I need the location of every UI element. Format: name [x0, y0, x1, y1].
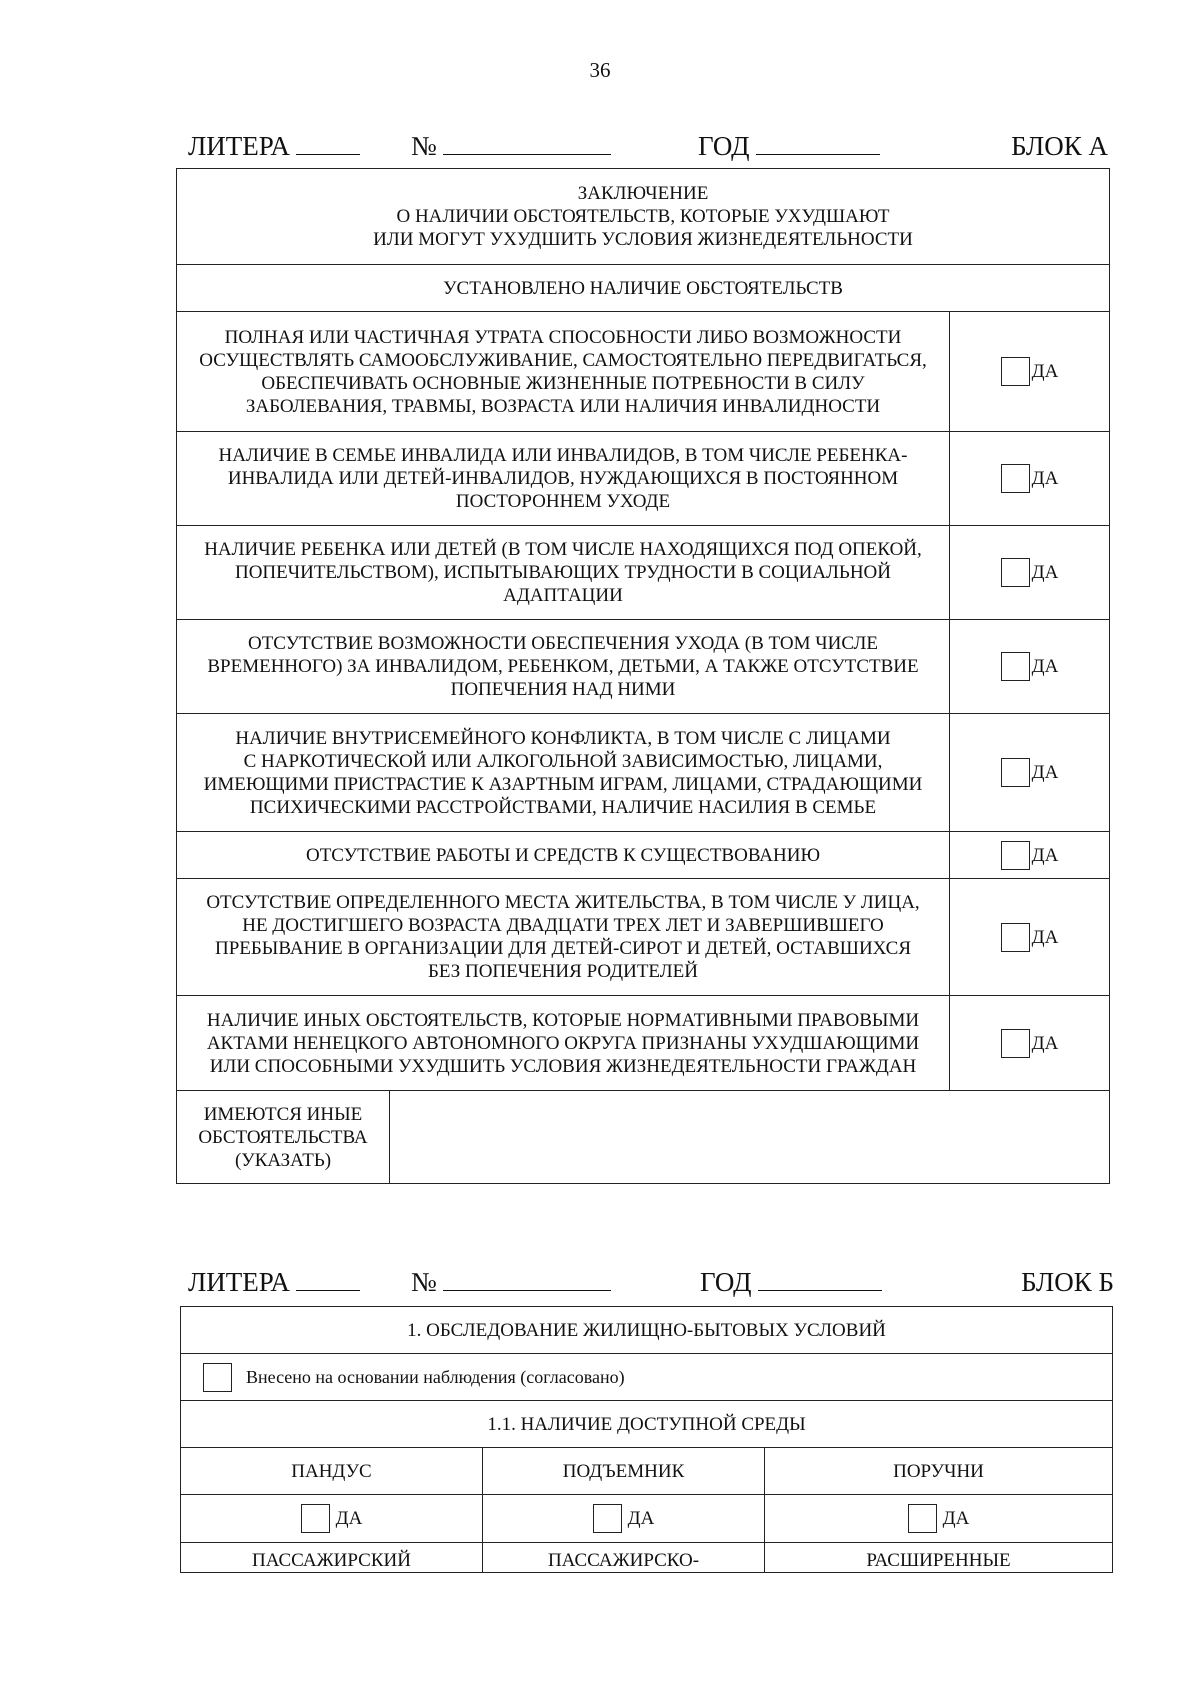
yes-label: ДА — [1031, 656, 1059, 677]
litera-blank[interactable] — [296, 132, 360, 155]
year-field[interactable] — [700, 1267, 882, 1298]
yes-checkbox[interactable] — [301, 1504, 330, 1533]
block-a-table — [176, 168, 1110, 1184]
yes-option[interactable] — [950, 526, 1110, 620]
column-header: ПАССАЖИРСКО- — [483, 1543, 765, 1573]
yes-checkbox[interactable] — [593, 1504, 622, 1533]
number-blank[interactable] — [443, 1268, 611, 1291]
yes-checkbox[interactable] — [1001, 841, 1030, 870]
yes-option[interactable] — [950, 312, 1110, 432]
text-line: (УКАЗАТЬ) — [234, 1149, 332, 1171]
observation-checkbox[interactable] — [203, 1363, 232, 1392]
text-line: ИНВАЛИДА ИЛИ ДЕТЕЙ-ИНВАЛИДОВ, НУЖДАЮЩИХСЯ В ПОСТОЯННОМ — [227, 468, 899, 489]
column-header: ПАССАЖИРСКИЙ — [181, 1543, 483, 1573]
yes-checkbox[interactable] — [908, 1504, 937, 1533]
yes-checkbox[interactable] — [1001, 758, 1030, 787]
yes-checkbox[interactable] — [1001, 464, 1030, 493]
litera-field[interactable] — [188, 131, 360, 162]
text-line: ПОСТОРОННЕМ УХОДЕ — [455, 491, 671, 512]
yes-option[interactable] — [950, 996, 1110, 1091]
text-line: ПОПЕЧЕНИЯ НАД НИМИ — [450, 679, 676, 700]
year-blank[interactable] — [758, 1268, 882, 1291]
text-line: НЕ ДОСТИГШЕГО ВОЗРАСТА ДВАДЦАТИ ТРЕХ ЛЕТ И ЗАВЕРШИВШЕГО — [242, 915, 884, 936]
yes-option[interactable] — [950, 620, 1110, 714]
yes-option[interactable] — [950, 714, 1110, 832]
yes-checkbox[interactable] — [1001, 357, 1030, 386]
text-line: БЕЗ ПОПЕЧЕНИЯ РОДИТЕЛЕЙ — [427, 961, 699, 982]
text-line: ЗАБОЛЕВАНИЯ, ТРАВМЫ, ВОЗРАСТА ИЛИ НАЛИЧИЯ ИНВАЛИДНОСТИ — [245, 395, 881, 417]
title-line: ИЛИ МОГУТ УХУДШИТЬ УСЛОВИЯ ЖИЗНЕДЕЯТЕЛЬНОСТИ — [373, 229, 913, 250]
block-label: БЛОК Б — [1021, 1267, 1114, 1297]
text-line: АКТАМИ НЕНЕЦКОГО АВТОНОМНОГО ОКРУГА ПРИЗНАНЫ УХУДШАЮЩИМИ — [206, 1032, 920, 1054]
litera-field[interactable] — [188, 1267, 360, 1298]
circumstance-text — [177, 432, 950, 526]
year-label: ГОД — [698, 131, 750, 161]
text-line: НАЛИЧИЕ ВНУТРИСЕМЕЙНОГО КОНФЛИКТА, В ТОМ ЧИСЛЕ С ЛИЦАМИ — [235, 727, 891, 749]
other-label — [177, 1091, 390, 1184]
text-line: АДАПТАЦИИ — [503, 585, 623, 606]
column-header: РАСШИРЕННЫЕ — [765, 1543, 1113, 1573]
year-label: ГОД — [700, 1267, 752, 1297]
text-line: ВРЕМЕННОГО) ЗА ИНВАЛИДОМ, РЕБЕНКОМ, ДЕТЬМИ, А ТАКЖЕ ОТСУТСТВИЕ — [207, 656, 919, 677]
number-label: № — [411, 1267, 437, 1297]
text-line: ПСИХИЧЕСКИМИ РАССТРОЙСТВАМИ, НАЛИЧИЕ НАСИЛИЯ В СЕМЬЕ — [249, 796, 877, 818]
yes-option[interactable] — [181, 1495, 483, 1543]
yes-label: ДА — [1031, 1032, 1059, 1054]
text-line: С НАРКОТИЧЕСКОЙ ИЛИ АЛКОГОЛЬНОЙ ЗАВИСИМОСТЬЮ, ЛИЦАМИ, — [243, 750, 883, 772]
text-line: ОТСУТСТВИЕ ВОЗМОЖНОСТИ ОБЕСПЕЧЕНИЯ УХОДА (В ТОМ ЧИСЛЕ — [247, 633, 879, 654]
observation-label: Внесено на основании наблюдения (согласовано) — [246, 1366, 625, 1387]
yes-option[interactable] — [765, 1495, 1113, 1543]
litera-blank[interactable] — [296, 1268, 360, 1291]
text-line: ИМЕЮЩИМИ ПРИСТРАСТИЕ К АЗАРТНЫМ ИГРАМ, ЛИЦАМИ, СТРАДАЮЩИМИ — [203, 773, 923, 795]
circumstance-text — [177, 879, 950, 996]
text-line: НАЛИЧИЕ РЕБЕНКА ИЛИ ДЕТЕЙ (В ТОМ ЧИСЛЕ НАХОДЯЩИХСЯ ПОД ОПЕКОЙ, — [204, 539, 922, 560]
column-header: ПОРУЧНИ — [765, 1448, 1113, 1495]
column-header: ПАНДУС — [181, 1448, 483, 1495]
circumstance-text — [177, 996, 950, 1091]
yes-option[interactable] — [950, 879, 1110, 996]
observation-option[interactable] — [181, 1354, 1113, 1401]
text-line: ОБСТОЯТЕЛЬСТВА — [198, 1126, 368, 1148]
text-line: ИМЕЮТСЯ ИНЫЕ — [203, 1103, 363, 1125]
text-line: НАЛИЧИЕ В СЕМЬЕ ИНВАЛИДА ИЛИ ИНВАЛИДОВ, В ТОМ ЧИСЛЕ РЕБЕНКА- — [218, 445, 908, 466]
block-label: БЛОК А — [1011, 131, 1108, 161]
circumstance-text — [177, 312, 950, 432]
yes-label: ДА — [1031, 844, 1059, 866]
year-blank[interactable] — [756, 132, 880, 155]
yes-checkbox[interactable] — [1001, 1029, 1030, 1058]
text-line: ОБЕСПЕЧИВАТЬ ОСНОВНЫЕ ЖИЗНЕННЫЕ ПОТРЕБНОСТИ В СИЛУ — [261, 372, 865, 394]
year-field[interactable] — [698, 131, 880, 162]
yes-label: ДА — [1031, 468, 1059, 489]
yes-option[interactable] — [950, 832, 1110, 879]
yes-label: ДА — [1031, 926, 1059, 948]
section-heading: 1. ОБСЛЕДОВАНИЕ ЖИЛИЩНО-БЫТОВЫХ УСЛОВИЙ — [181, 1307, 1113, 1354]
circumstance-text — [177, 620, 950, 714]
yes-label: ДА — [1031, 562, 1059, 583]
text-line: ПОЛНАЯ ИЛИ ЧАСТИЧНАЯ УТРАТА СПОСОБНОСТИ ЛИБО ВОЗМОЖНОСТИ — [224, 326, 902, 348]
subsection-heading: 1.1. НАЛИЧИЕ ДОСТУПНОЙ СРЕДЫ — [181, 1401, 1113, 1448]
yes-checkbox[interactable] — [1001, 652, 1030, 681]
title-line: ЗАКЛЮЧЕНИЕ — [577, 183, 709, 204]
number-field[interactable] — [411, 131, 611, 162]
text-line: ПОПЕЧИТЕЛЬСТВОМ), ИСПЫТЫВАЮЩИХ ТРУДНОСТИ В СОЦИАЛЬНОЙ — [234, 562, 892, 583]
yes-label: ДА — [335, 1508, 363, 1529]
number-label: № — [411, 131, 437, 161]
litera-label: ЛИТЕРА — [188, 131, 290, 161]
circumstance-text — [177, 714, 950, 832]
page-number: 36 — [589, 58, 611, 82]
circumstance-text — [177, 832, 950, 879]
column-header: ПОДЪЕМНИК — [483, 1448, 765, 1495]
number-field[interactable] — [411, 1267, 611, 1298]
title-line: О НАЛИЧИИ ОБСТОЯТЕЛЬСТВ, КОТОРЫЕ УХУДШАЮТ — [396, 206, 890, 227]
block-a-header — [188, 122, 1108, 162]
block-b-table — [180, 1306, 1113, 1573]
text-line: ОСУЩЕСТВЛЯТЬ САМООБСЛУЖИВАНИЕ, САМОСТОЯТЕЛЬНО ПЕРЕДВИГАТЬСЯ, — [199, 349, 927, 371]
yes-label: ДА — [1031, 762, 1059, 783]
yes-label: ДА — [1031, 361, 1059, 382]
litera-label: ЛИТЕРА — [188, 1267, 290, 1297]
block-b-header — [188, 1258, 1114, 1298]
yes-label: ДА — [627, 1508, 655, 1529]
number-blank[interactable] — [443, 132, 611, 155]
conclusion-title — [177, 169, 1110, 265]
yes-label: ДА — [942, 1508, 970, 1529]
section-heading: УСТАНОВЛЕНО НАЛИЧИЕ ОБСТОЯТЕЛЬСТВ — [177, 265, 1110, 312]
text-line: НАЛИЧИЕ ИНЫХ ОБСТОЯТЕЛЬСТВ, КОТОРЫЕ НОРМАТИВНЫМИ ПРАВОВЫМИ — [206, 1009, 920, 1031]
text-line: ОТСУТСТВИЕ ОПРЕДЕЛЕННОГО МЕСТА ЖИТЕЛЬСТВА, В ТОМ ЧИСЛЕ У ЛИЦА, — [206, 892, 920, 913]
text-line: ПРЕБЫВАНИЕ В ОРГАНИЗАЦИИ ДЛЯ ДЕТЕЙ-СИРОТ И ДЕТЕЙ, ОСТАВШИХСЯ — [214, 938, 912, 959]
yes-option[interactable] — [950, 432, 1110, 526]
circumstance-text — [177, 526, 950, 620]
text-line: ОТСУТСТВИЕ РАБОТЫ И СРЕДСТВ К СУЩЕСТВОВАНИЮ — [305, 844, 820, 866]
text-line: ИЛИ СПОСОБНЫМИ УХУДШИТЬ УСЛОВИЯ ЖИЗНЕДЕЯТЕЛЬНОСТИ ГРАЖДАН — [209, 1055, 917, 1077]
other-input[interactable] — [390, 1091, 1110, 1184]
yes-checkbox[interactable] — [1001, 923, 1030, 952]
yes-checkbox[interactable] — [1001, 558, 1030, 587]
yes-option[interactable] — [483, 1495, 765, 1543]
